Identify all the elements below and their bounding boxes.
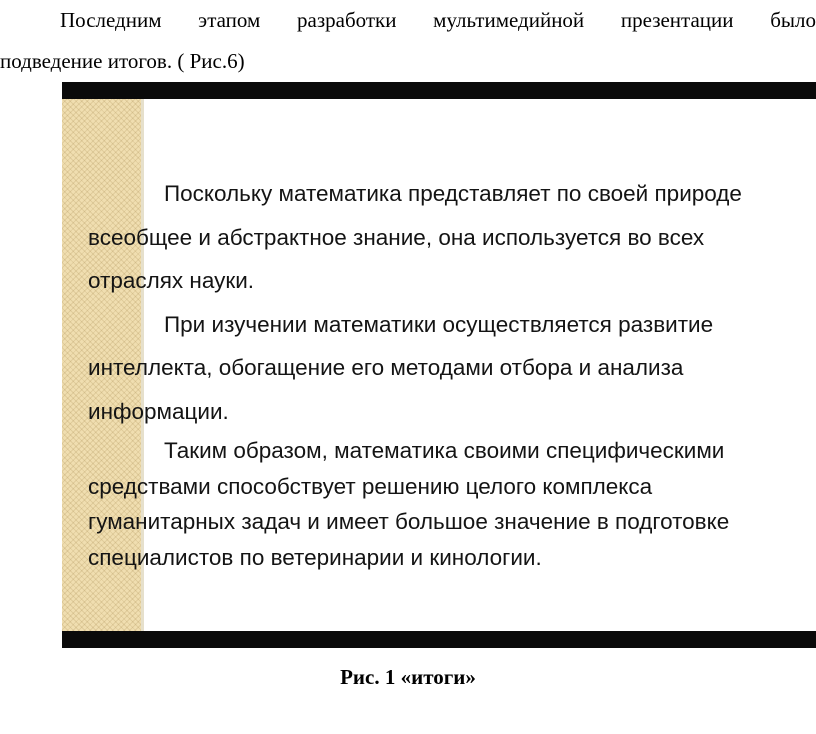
slide-paragraph-1: Поскольку математика представляет по своей природе всеобщее и абстрактное знание, она используется во всех отраслях науки. xyxy=(88,181,742,293)
slide-top-bar xyxy=(62,82,816,99)
slide-body xyxy=(88,172,800,575)
slide-bottom-bar xyxy=(62,631,816,648)
intro-line-2: подведение итогов. ( Рис.6) xyxy=(0,49,245,73)
intro-paragraph xyxy=(0,0,816,82)
intro-line-1: Последним этапом разработки мультимедийной презентации было xyxy=(60,8,816,32)
figure-caption: Рис. 1 «итоги» xyxy=(340,665,476,689)
slide-paragraph-2: При изучении математики осуществляется развитие интеллекта, обогащение его методами отбора и анализа информации. xyxy=(88,311,714,424)
slide-figure xyxy=(62,82,816,648)
slide-paragraph-3: Таким образом, математика своими специфическими средствами способствует решению целого комплекса гуманитарных задач и имеет большое значение в подготовке специалистов по ветеринарии и кинологии. xyxy=(88,438,730,570)
